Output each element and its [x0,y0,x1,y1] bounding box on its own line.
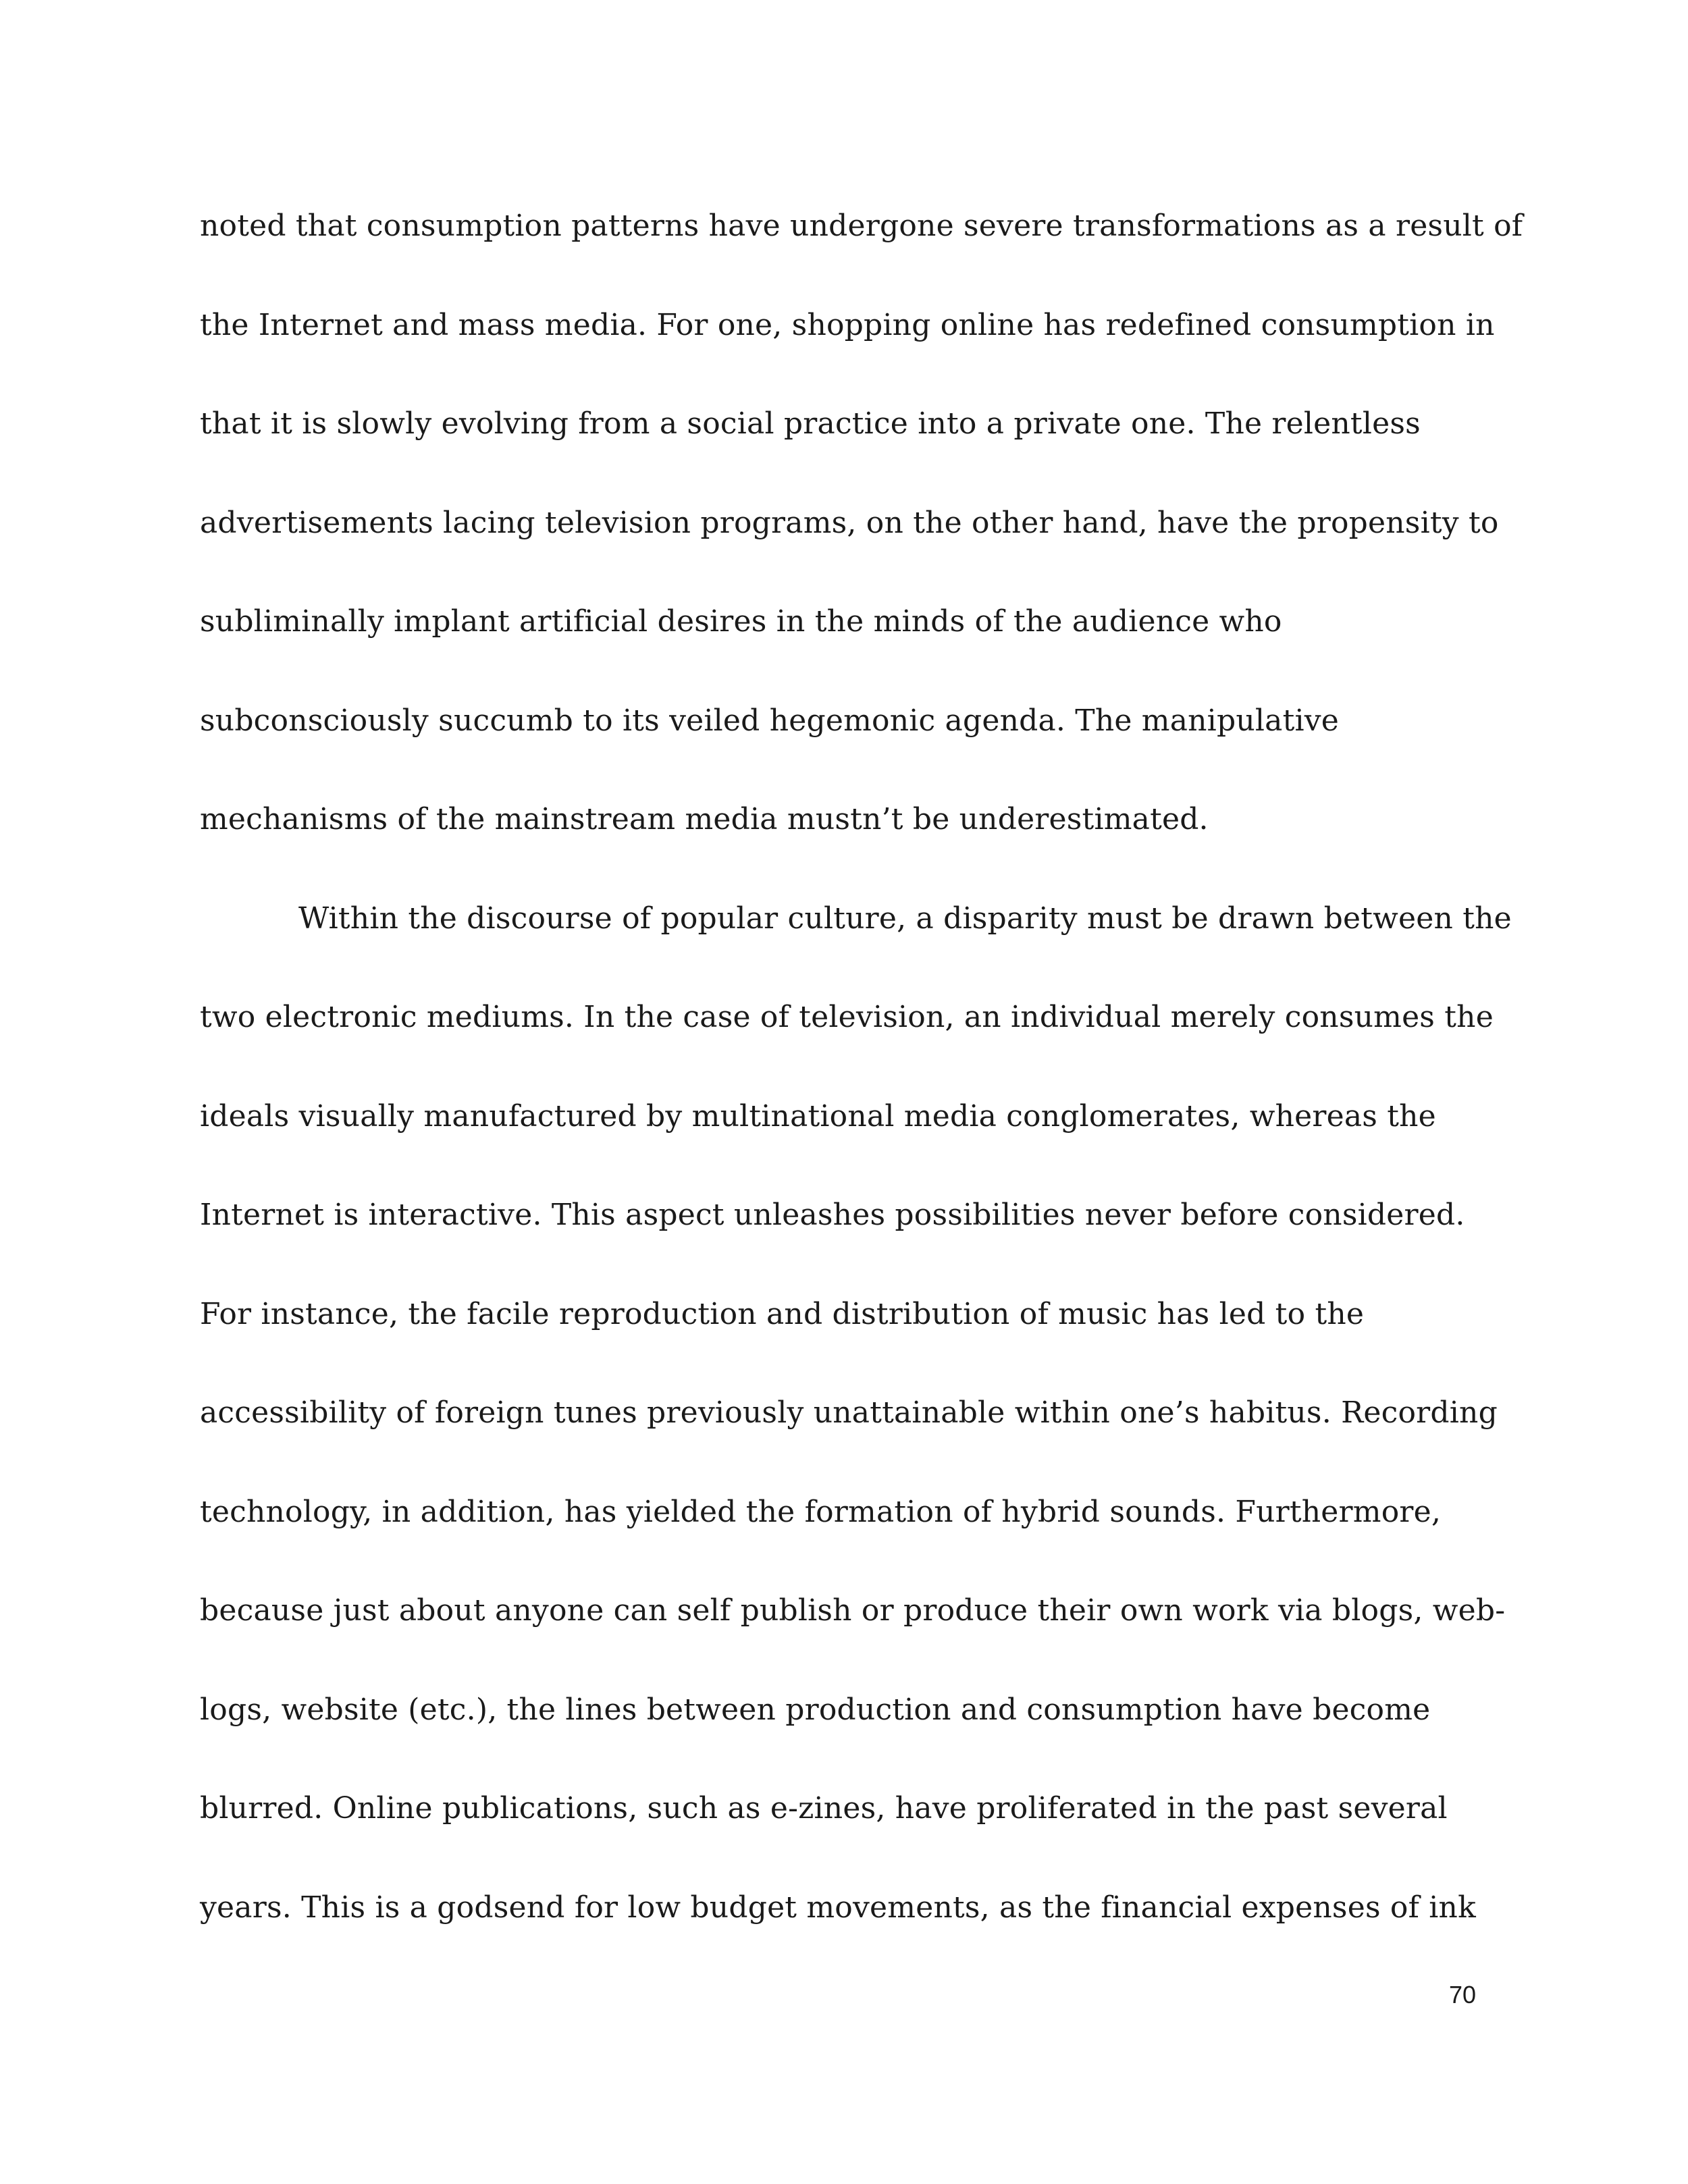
text-line: blurred. Online publications, such as e-zines, have proliferated in the past several [200,1791,1448,1826]
text-line: mechanisms of the mainstream media mustn’t be underestimated. [200,802,1209,836]
text-line: ideals visually manufactured by multinational media conglomerates, whereas the [200,1098,1436,1134]
text-line: because just about anyone can self publish or produce their own work via blogs, web- [200,1593,1506,1628]
text-line: technology, in addition, has yielded the formation of hybrid sounds. Furthermore, [200,1494,1442,1529]
text-line: that it is slowly evolving from a social practice into a private one. The relentless [200,406,1421,441]
page-number: 70 [1449,1981,1477,2008]
paragraph-first-line: Within the discourse of popular culture, a disparity must be drawn between the [298,901,1512,936]
body-text [200,192,1523,1973]
text-line: For instance, the facile reproduction and distribution of music has led to the [200,1296,1365,1331]
text-line: advertisements lacing television programs, on the other hand, have the propensity to [200,505,1499,540]
text-line: accessibility of foreign tunes previously unattainable within one’s habitus. Recording [200,1395,1498,1430]
text-line: the Internet and mass media. For one, shopping online has redefined consumption in [200,307,1495,342]
text-line: noted that consumption patterns have undergone severe transformations as a result of [200,209,1523,243]
text-line: subliminally implant artificial desires in the minds of the audience who [200,604,1282,639]
text-line: two electronic mediums. In the case of television, an individual merely consumes the [200,1000,1494,1034]
text-line: Internet is interactive. This aspect unleashes possibilities never before considered. [200,1198,1465,1232]
text-line: logs, website (etc.), the lines between production and consumption have become [200,1692,1431,1727]
text-line: subconsciously succumb to its veiled hegemonic agenda. The manipulative [200,703,1340,738]
text-line: years. This is a godsend for low budget movements, as the financial expenses of ink [200,1890,1476,1925]
